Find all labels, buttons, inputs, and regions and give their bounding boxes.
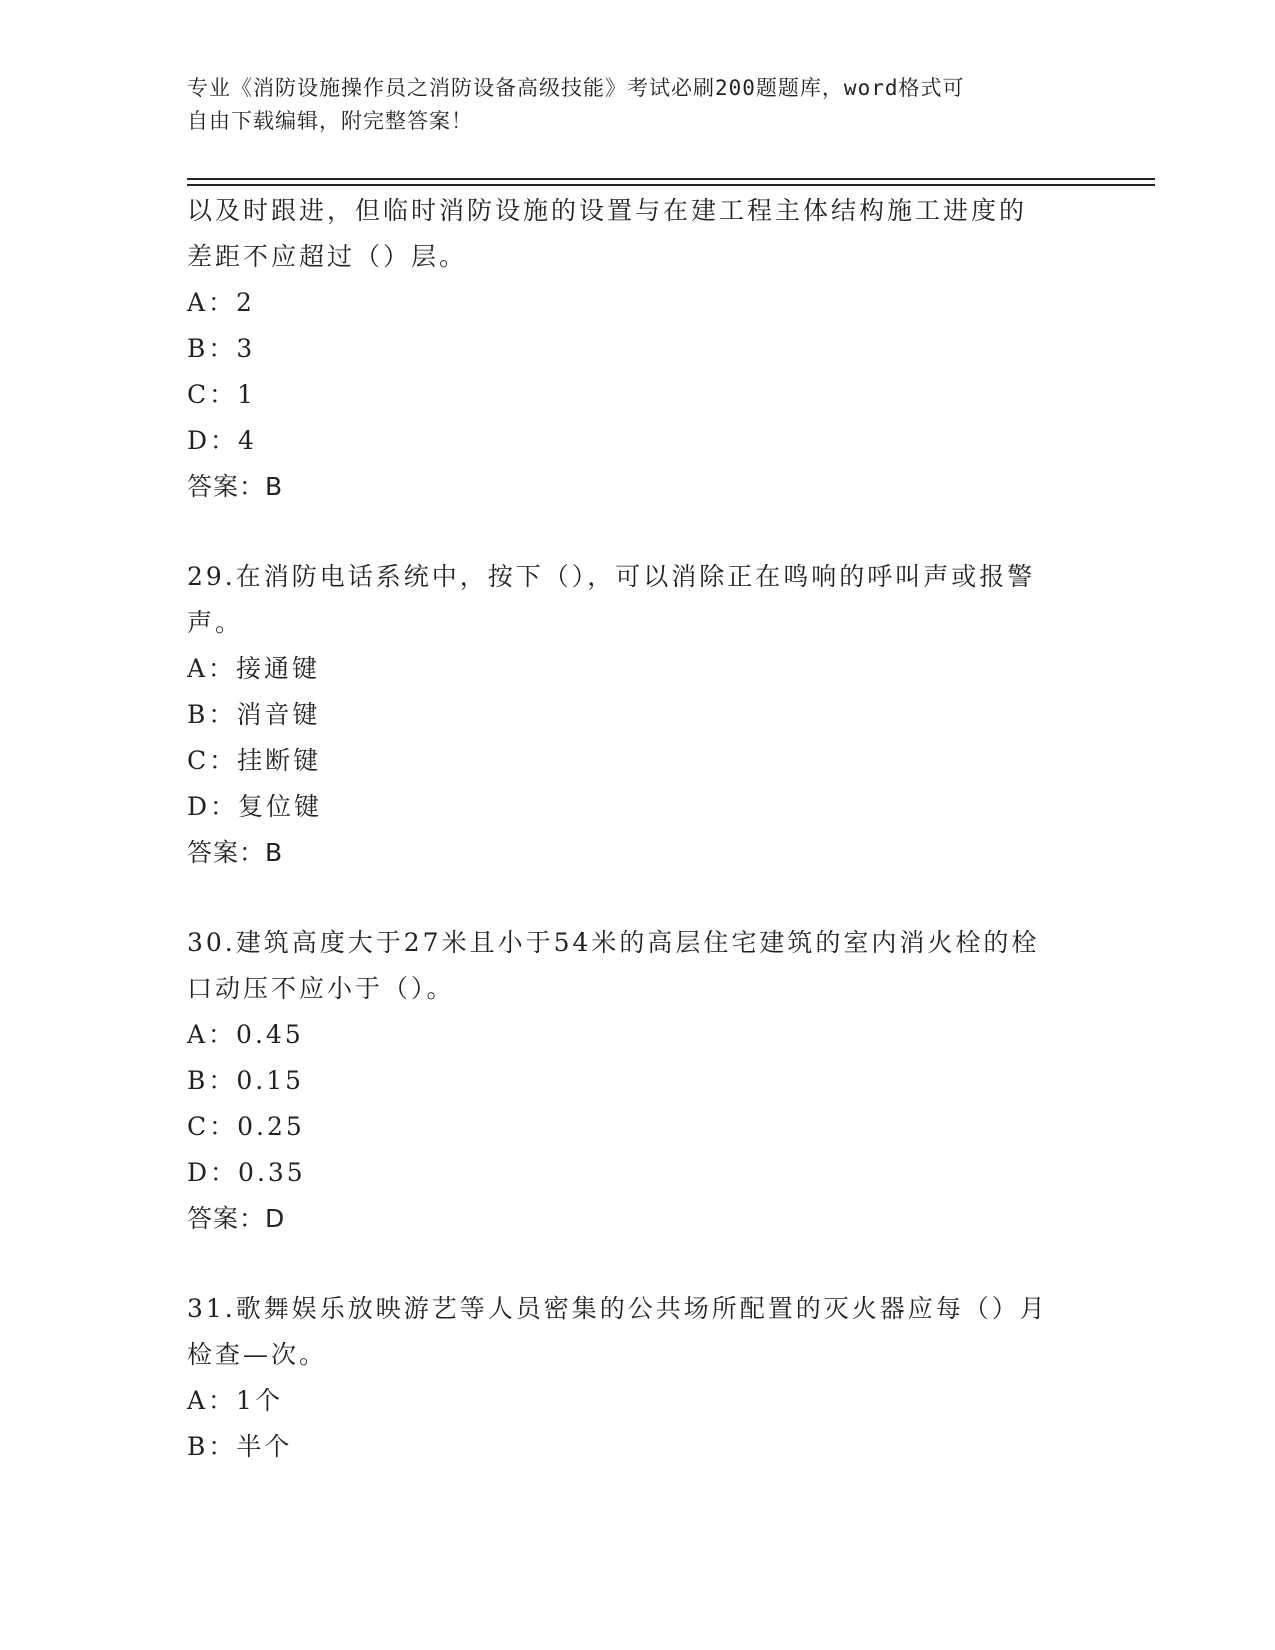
header-divider-bottom [187,184,1155,186]
option-a: A：1个 [187,1386,283,1415]
option-b: B：半个 [187,1432,293,1461]
header-line-2: 自由下载编辑，附完整答案！ [187,109,473,133]
question-28-continued [187,188,1087,510]
answer-line: 答案：B [187,838,284,867]
question-spacer [187,510,1087,554]
question-stem-line: 29.在消防电话系统中，按下（），可以消除正在鸣响的呼叫声或报警 [187,562,1036,591]
answer-line: 答案：B [187,472,284,501]
question-stem-line: 口动压不应小于（）。 [187,974,455,1003]
answer-line: 答案：D [187,1204,286,1233]
question-spacer [187,876,1087,920]
option-b: B：3 [187,334,256,363]
option-d: D：0.35 [187,1158,306,1187]
question-stem-line: 以及时跟进，但临时消防设施的设置与在建工程主体结构施工进度的 [187,196,1028,225]
option-a: A：接通键 [187,654,321,683]
question-29 [187,554,1087,876]
option-c: C：挂断键 [187,746,322,775]
question-stem-line: 30.建筑高度大于27米且小于54米的高层住宅建筑的室内消火栓的栓 [187,928,1040,957]
option-d: D：复位键 [187,792,323,821]
question-stem-line: 检查—次。 [187,1340,328,1369]
option-b: B：0.15 [187,1066,305,1095]
option-a: A：2 [187,288,255,317]
option-a: A：0.45 [187,1020,304,1049]
question-31 [187,1286,1087,1470]
question-stem-line: 声。 [187,608,244,637]
question-stem-line: 差距不应超过（）层。 [187,242,468,271]
option-d: D：4 [187,426,257,455]
header-divider-top [187,178,1155,180]
option-b: B：消音键 [187,700,321,729]
question-stem-line: 31.歌舞娱乐放映游艺等人员密集的公共场所配置的灭火器应每（）月 [187,1294,1048,1323]
header-line-1: 专业《消防设施操作员之消防设备高级技能》考试必刷200题题库，word格式可 [187,76,965,100]
option-c: C：0.25 [187,1112,305,1141]
question-spacer [187,1242,1087,1286]
question-list [187,188,1087,1470]
document-header [187,72,1067,138]
question-30 [187,920,1087,1242]
option-c: C：1 [187,380,257,409]
